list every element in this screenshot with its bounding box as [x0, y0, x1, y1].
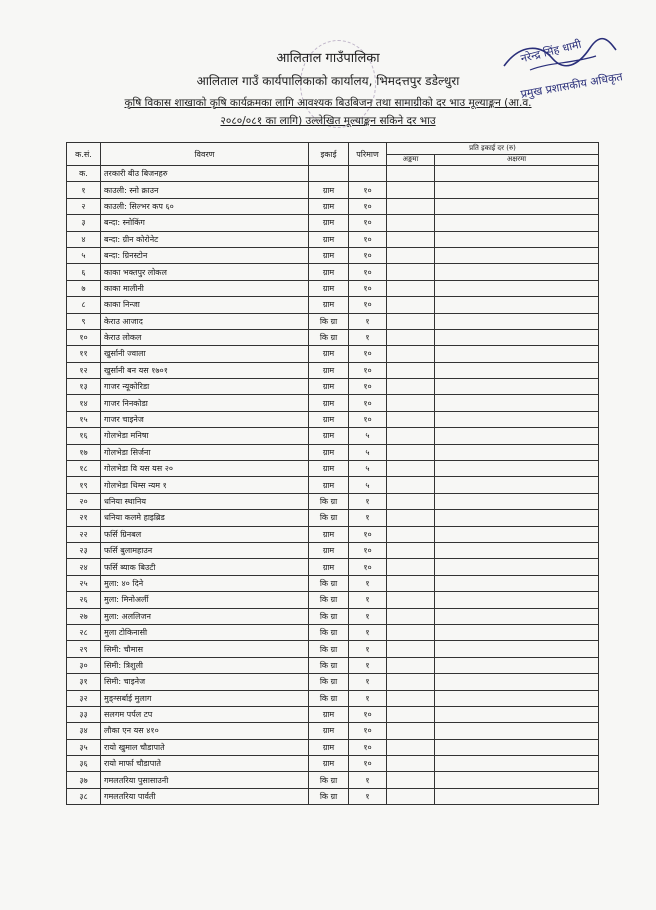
row-rate-figures-cell	[387, 608, 435, 624]
row-rate-figures-cell	[387, 756, 435, 772]
row-rate-figures-cell	[387, 739, 435, 755]
table-row	[67, 280, 599, 296]
row-quantity: १०	[349, 411, 387, 427]
row-rate-figures-cell	[387, 624, 435, 640]
row-sn: १०	[67, 329, 101, 345]
table-row	[67, 362, 599, 378]
table-row	[67, 264, 599, 280]
group-figures-cell	[387, 166, 435, 182]
row-quantity: १०	[349, 526, 387, 542]
row-description: सिमी: त्रिशुली	[101, 657, 309, 673]
row-rate-figures-cell	[387, 723, 435, 739]
row-sn: ८	[67, 297, 101, 313]
row-description: गाजर निनकोडा	[101, 395, 309, 411]
row-description: सिमी: चाइनेज	[101, 674, 309, 690]
header-rate-group: प्रति इकाई दर (रु)	[387, 143, 599, 155]
row-sn: १८	[67, 461, 101, 477]
row-sn: ३२	[67, 690, 101, 706]
row-quantity: ५	[349, 444, 387, 460]
row-sn: १४	[67, 395, 101, 411]
row-sn: १६	[67, 428, 101, 444]
row-rate-figures-cell	[387, 395, 435, 411]
row-rate-words-cell	[435, 264, 599, 280]
row-unit: कि ग्रा	[309, 674, 349, 690]
row-unit: ग्राम	[309, 247, 349, 263]
group-row	[67, 166, 599, 182]
table-row	[67, 772, 599, 788]
row-unit: ग्राम	[309, 346, 349, 362]
row-quantity: १	[349, 788, 387, 804]
table-row	[67, 379, 599, 395]
row-unit: कि ग्रा	[309, 493, 349, 509]
row-description: फर्सि बुलामहाउन	[101, 542, 309, 558]
row-rate-figures-cell	[387, 542, 435, 558]
row-rate-words-cell	[435, 624, 599, 640]
row-quantity: १०	[349, 247, 387, 263]
row-rate-words-cell	[435, 575, 599, 591]
table-row	[67, 510, 599, 526]
row-quantity: १०	[349, 756, 387, 772]
row-sn: ७	[67, 280, 101, 296]
table-row	[67, 575, 599, 591]
row-sn: ३५	[67, 739, 101, 755]
row-quantity: १०	[349, 231, 387, 247]
row-rate-figures-cell	[387, 329, 435, 345]
row-rate-words-cell	[435, 641, 599, 657]
row-unit: कि ग्रा	[309, 575, 349, 591]
row-rate-words-cell	[435, 231, 599, 247]
row-rate-words-cell	[435, 297, 599, 313]
row-quantity: ५	[349, 428, 387, 444]
row-rate-figures-cell	[387, 674, 435, 690]
row-quantity: १	[349, 493, 387, 509]
row-sn: २३	[67, 542, 101, 558]
row-rate-figures-cell	[387, 428, 435, 444]
row-description: काका मालीनी	[101, 280, 309, 296]
row-sn: २५	[67, 575, 101, 591]
row-rate-words-cell	[435, 346, 599, 362]
row-rate-words-cell	[435, 510, 599, 526]
table-row	[67, 624, 599, 640]
row-quantity: १	[349, 624, 387, 640]
row-rate-figures-cell	[387, 788, 435, 804]
table-row	[67, 542, 599, 558]
table-row	[67, 444, 599, 460]
row-description: फर्सि ग्रिनबल	[101, 526, 309, 542]
row-description: रायो मार्फा चौडापाते	[101, 756, 309, 772]
row-description: मुला टोकिनासी	[101, 624, 309, 640]
row-quantity: १०	[349, 182, 387, 198]
row-unit: कि ग्रा	[309, 788, 349, 804]
table-row	[67, 493, 599, 509]
row-unit: कि ग्रा	[309, 624, 349, 640]
row-description: मुला: मिनोअर्ली	[101, 592, 309, 608]
row-sn: ३७	[67, 772, 101, 788]
table-row	[67, 461, 599, 477]
header-description: विवरण	[101, 143, 309, 166]
table-row	[67, 674, 599, 690]
row-rate-figures-cell	[387, 592, 435, 608]
table-row	[67, 756, 599, 772]
row-rate-figures-cell	[387, 690, 435, 706]
row-description: खुर्सानी ज्वाला	[101, 346, 309, 362]
row-sn: ५	[67, 247, 101, 263]
row-rate-figures-cell	[387, 198, 435, 214]
row-description: गोलभेडा मनिषा	[101, 428, 309, 444]
row-unit: ग्राम	[309, 756, 349, 772]
row-description: बन्दा: ग्रीन कोरोनेट	[101, 231, 309, 247]
group-words-cell	[435, 166, 599, 182]
row-rate-words-cell	[435, 788, 599, 804]
table-row	[67, 657, 599, 673]
row-description: गोलभेडा वि यस यस २०	[101, 461, 309, 477]
row-rate-words-cell	[435, 559, 599, 575]
row-sn: ३	[67, 215, 101, 231]
row-quantity: १०	[349, 542, 387, 558]
row-unit: ग्राम	[309, 182, 349, 198]
row-quantity: १०	[349, 264, 387, 280]
row-rate-figures-cell	[387, 264, 435, 280]
row-quantity: १०	[349, 346, 387, 362]
row-rate-words-cell	[435, 674, 599, 690]
row-unit: ग्राम	[309, 280, 349, 296]
row-description: फर्सि ब्याक बिउटी	[101, 559, 309, 575]
table-row	[67, 526, 599, 542]
row-unit: ग्राम	[309, 461, 349, 477]
row-rate-words-cell	[435, 542, 599, 558]
row-rate-words-cell	[435, 362, 599, 378]
row-unit: ग्राम	[309, 526, 349, 542]
row-rate-figures-cell	[387, 182, 435, 198]
row-unit: कि ग्रा	[309, 592, 349, 608]
row-quantity: १०	[349, 559, 387, 575]
row-rate-words-cell	[435, 706, 599, 722]
row-sn: १	[67, 182, 101, 198]
row-unit: ग्राम	[309, 477, 349, 493]
row-unit: ग्राम	[309, 723, 349, 739]
row-unit: ग्राम	[309, 428, 349, 444]
row-unit: ग्राम	[309, 739, 349, 755]
row-unit: ग्राम	[309, 379, 349, 395]
row-rate-words-cell	[435, 461, 599, 477]
row-quantity: १०	[349, 215, 387, 231]
row-description: मुङ्ग्सर्बाई मुलाग	[101, 690, 309, 706]
row-sn: ३६	[67, 756, 101, 772]
row-rate-figures-cell	[387, 493, 435, 509]
row-unit: ग्राम	[309, 395, 349, 411]
row-sn: १९	[67, 477, 101, 493]
row-description: धनिया कलमे हाइब्रिड	[101, 510, 309, 526]
row-quantity: १	[349, 608, 387, 624]
row-rate-words-cell	[435, 526, 599, 542]
row-description: मुला: अललिजन	[101, 608, 309, 624]
row-sn: ३८	[67, 788, 101, 804]
group-description: तरकारी बीउ बिजनहरु	[101, 166, 309, 182]
row-rate-figures-cell	[387, 772, 435, 788]
row-quantity: १	[349, 772, 387, 788]
row-unit: कि ग्रा	[309, 329, 349, 345]
row-quantity: १	[349, 592, 387, 608]
row-rate-figures-cell	[387, 657, 435, 673]
signatory-name: नरेन्द्र सिंह धामी	[519, 37, 583, 66]
row-unit: ग्राम	[309, 559, 349, 575]
row-rate-words-cell	[435, 182, 599, 198]
row-sn: २४	[67, 559, 101, 575]
row-rate-figures-cell	[387, 247, 435, 263]
header-sn: क.सं.	[67, 143, 101, 166]
row-unit: कि ग्रा	[309, 772, 349, 788]
row-description: सिमी: चौमास	[101, 641, 309, 657]
row-rate-figures-cell	[387, 411, 435, 427]
row-sn: ११	[67, 346, 101, 362]
row-description: गाजर चाइनेज	[101, 411, 309, 427]
row-description: गाजर न्यूकोरिडा	[101, 379, 309, 395]
row-unit: ग्राम	[309, 362, 349, 378]
table-row	[67, 247, 599, 263]
table-header-row	[67, 143, 599, 155]
row-unit: कि ग्रा	[309, 608, 349, 624]
row-quantity: ५	[349, 461, 387, 477]
row-description: गमलतरिया पुसासाउनी	[101, 772, 309, 788]
table-row	[67, 723, 599, 739]
row-rate-figures-cell	[387, 461, 435, 477]
row-unit: ग्राम	[309, 411, 349, 427]
row-quantity: १०	[349, 198, 387, 214]
row-description: धनिया स्थानिय	[101, 493, 309, 509]
row-quantity: १०	[349, 395, 387, 411]
row-sn: ४	[67, 231, 101, 247]
header-in-words: अक्षरमा	[435, 154, 599, 166]
row-sn: २१	[67, 510, 101, 526]
table-row	[67, 182, 599, 198]
row-rate-figures-cell	[387, 559, 435, 575]
row-unit: कि ग्रा	[309, 313, 349, 329]
table-row	[67, 231, 599, 247]
row-description: गोलभेडा थिम्स न्यम १	[101, 477, 309, 493]
signatory-title: प्रमुख प्रशासकीय अधिकृत	[519, 70, 624, 101]
row-quantity: १	[349, 641, 387, 657]
table-row	[67, 329, 599, 345]
row-rate-figures-cell	[387, 313, 435, 329]
row-rate-figures-cell	[387, 510, 435, 526]
table-row	[67, 428, 599, 444]
table-row	[67, 313, 599, 329]
row-description: लौका एन यस ४१०	[101, 723, 309, 739]
row-description: केराउ आजाद	[101, 313, 309, 329]
table-row	[67, 411, 599, 427]
row-description: केराउ लोकल	[101, 329, 309, 345]
row-quantity: १	[349, 674, 387, 690]
row-rate-figures-cell	[387, 477, 435, 493]
row-description: गोलभेडा सिर्जना	[101, 444, 309, 460]
row-sn: १५	[67, 411, 101, 427]
row-rate-figures-cell	[387, 346, 435, 362]
table-row	[67, 477, 599, 493]
row-rate-words-cell	[435, 772, 599, 788]
row-quantity: १०	[349, 280, 387, 296]
row-rate-words-cell	[435, 657, 599, 673]
office-name: आलिताल गाउँपालिका	[276, 51, 380, 66]
group-quantity-cell	[349, 166, 387, 182]
row-quantity: १०	[349, 379, 387, 395]
row-rate-words-cell	[435, 428, 599, 444]
row-description: बन्दा: ग्रिनस्टोन	[101, 247, 309, 263]
table-row	[67, 395, 599, 411]
row-rate-words-cell	[435, 198, 599, 214]
row-quantity: १०	[349, 723, 387, 739]
group-sn: क.	[67, 166, 101, 182]
row-description: काका निन्जा	[101, 297, 309, 313]
row-sn: ३३	[67, 706, 101, 722]
row-quantity: १	[349, 313, 387, 329]
row-rate-words-cell	[435, 723, 599, 739]
row-quantity: ५	[349, 477, 387, 493]
row-unit: ग्राम	[309, 542, 349, 558]
table-row	[67, 198, 599, 214]
row-description: काउली: स्नो क्राउन	[101, 182, 309, 198]
header-quantity: परिमाण	[349, 143, 387, 166]
row-rate-words-cell	[435, 280, 599, 296]
row-sn: २६	[67, 592, 101, 608]
row-sn: १२	[67, 362, 101, 378]
row-rate-figures-cell	[387, 362, 435, 378]
group-unit-cell	[309, 166, 349, 182]
row-quantity: १०	[349, 362, 387, 378]
row-sn: २७	[67, 608, 101, 624]
row-sn: ३४	[67, 723, 101, 739]
row-sn: ३१	[67, 674, 101, 690]
row-rate-figures-cell	[387, 297, 435, 313]
row-sn: ६	[67, 264, 101, 280]
row-rate-words-cell	[435, 739, 599, 755]
row-rate-figures-cell	[387, 280, 435, 296]
row-unit: ग्राम	[309, 264, 349, 280]
row-rate-figures-cell	[387, 575, 435, 591]
table-row	[67, 641, 599, 657]
row-description: मुला: ४० दिने	[101, 575, 309, 591]
row-rate-words-cell	[435, 756, 599, 772]
row-unit: कि ग्रा	[309, 690, 349, 706]
row-rate-words-cell	[435, 493, 599, 509]
table-row	[67, 346, 599, 362]
table-row	[67, 297, 599, 313]
row-sn: ३०	[67, 657, 101, 673]
row-rate-words-cell	[435, 608, 599, 624]
row-rate-figures-cell	[387, 379, 435, 395]
row-description: बन्दा: स्नोकिंग	[101, 215, 309, 231]
header-unit: इकाई	[309, 143, 349, 166]
row-unit: ग्राम	[309, 706, 349, 722]
row-quantity: १	[349, 329, 387, 345]
row-quantity: १०	[349, 297, 387, 313]
row-rate-figures-cell	[387, 706, 435, 722]
row-rate-words-cell	[435, 690, 599, 706]
table-row	[67, 690, 599, 706]
row-rate-words-cell	[435, 329, 599, 345]
subject-line-1: कृषि विकास शाखाको कृषि कार्यक्रमका लागि आवश्यक बिउबिजन तथा सामाग्रीको दर भाउ मूल्याङ्कन (आ.व.	[124, 97, 532, 109]
row-rate-words-cell	[435, 444, 599, 460]
row-sn: २०	[67, 493, 101, 509]
row-sn: १७	[67, 444, 101, 460]
row-unit: ग्राम	[309, 297, 349, 313]
subject-line-2: २०८०/०८१ का लागि) उल्लेखित मूल्याङ्कन सकिने दर भाउ	[220, 115, 436, 127]
row-sn: २९	[67, 641, 101, 657]
row-quantity: १	[349, 690, 387, 706]
row-description: खुर्सानी बन यस १७०१	[101, 362, 309, 378]
row-rate-figures-cell	[387, 526, 435, 542]
row-sn: ९	[67, 313, 101, 329]
row-description: रायो खुमाल चौडापाते	[101, 739, 309, 755]
row-quantity: १	[349, 510, 387, 526]
rate-table	[66, 142, 599, 805]
row-unit: ग्राम	[309, 231, 349, 247]
row-description: सलगम पर्पल टप	[101, 706, 309, 722]
row-quantity: १	[349, 657, 387, 673]
row-sn: २२	[67, 526, 101, 542]
row-sn: २	[67, 198, 101, 214]
row-rate-words-cell	[435, 592, 599, 608]
row-unit: कि ग्रा	[309, 641, 349, 657]
row-rate-words-cell	[435, 215, 599, 231]
row-description: गमलतरिया पार्वती	[101, 788, 309, 804]
row-quantity: १०	[349, 706, 387, 722]
row-quantity: १	[349, 575, 387, 591]
row-rate-words-cell	[435, 379, 599, 395]
row-rate-words-cell	[435, 313, 599, 329]
table-row	[67, 706, 599, 722]
row-sn: १३	[67, 379, 101, 395]
row-rate-words-cell	[435, 411, 599, 427]
row-rate-figures-cell	[387, 444, 435, 460]
header-in-figures: अङ्कमा	[387, 154, 435, 166]
row-rate-figures-cell	[387, 231, 435, 247]
row-unit: कि ग्रा	[309, 510, 349, 526]
table-row	[67, 215, 599, 231]
row-rate-words-cell	[435, 477, 599, 493]
table-row	[67, 788, 599, 804]
row-rate-figures-cell	[387, 215, 435, 231]
table-row	[67, 608, 599, 624]
table-row	[67, 739, 599, 755]
row-sn: २८	[67, 624, 101, 640]
row-unit: कि ग्रा	[309, 657, 349, 673]
row-unit: ग्राम	[309, 444, 349, 460]
table-row	[67, 559, 599, 575]
table-row	[67, 592, 599, 608]
row-description: काका भक्तपुर लोकल	[101, 264, 309, 280]
row-rate-words-cell	[435, 247, 599, 263]
row-description: काउली: सिल्भर कप ६०	[101, 198, 309, 214]
row-rate-words-cell	[435, 395, 599, 411]
row-quantity: १०	[349, 739, 387, 755]
row-unit: ग्राम	[309, 215, 349, 231]
row-unit: ग्राम	[309, 198, 349, 214]
row-rate-figures-cell	[387, 641, 435, 657]
office-address: आलिताल गाउँ कार्यपालिकाको कार्यालय, भिमदत्तपुर डडेल्धुरा	[196, 74, 460, 88]
